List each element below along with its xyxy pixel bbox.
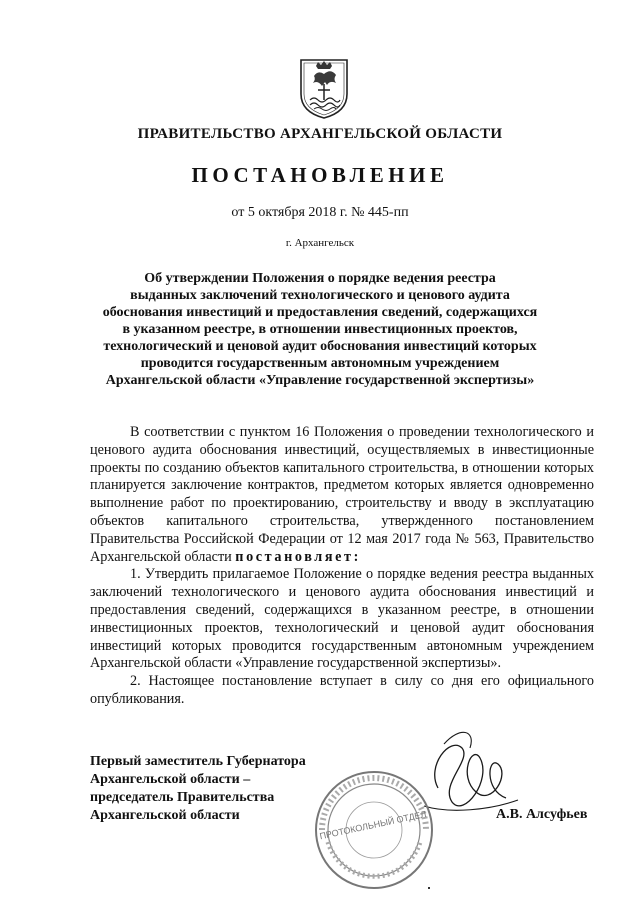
subject-line: проводится государственным автономным учреждением — [140, 356, 500, 371]
item-1-paragraph: 1. Утвердить прилагаемое Положение о порядке ведения реестра выданных заключений технологического и ценового аудита обоснования инвестиций и предоставления сведений, содержащихся в указанном реестре, в отношении инвестиционных проектов, технологический и ценовой аудит обоснования инвестиций которых проводится государственным автономным учреждением Архангельской области «Управление государственной экспертизы». — [90, 566, 594, 672]
item-2-paragraph: 2. Настоящее постановление вступает в силу со дня его официального опубликования. — [90, 673, 594, 707]
signatory-title-line: председатель Правительства — [90, 790, 275, 805]
document-body — [90, 424, 594, 709]
subject-line: технологический и ценовой аудит обоснования инвестиций которых — [103, 339, 537, 354]
subject-line: Об утверждении Положения о порядке ведения реестра — [144, 271, 496, 286]
signatory-name: А.В. Алсуфьев — [496, 807, 588, 822]
signatory-title-line: Архангельской области — [90, 808, 240, 823]
date-and-number: от 5 октября 2018 г. № 445-пп — [231, 205, 409, 220]
city-label: г. Архангельск — [285, 237, 355, 249]
stamp-text: ПРОТОКОЛЬНЫЙ ОТДЕЛ — [318, 808, 428, 842]
scan-speck — [428, 887, 430, 889]
government-title: ПРАВИТЕЛЬСТВО АРХАНГЕЛЬСКОЙ ОБЛАСТИ — [137, 126, 503, 142]
subject-line: в указанном реестре, в отношении инвестиционных проектов, — [122, 322, 518, 337]
signatory-title — [90, 753, 350, 825]
signatory-title-line: Первый заместитель Губернатора — [90, 754, 306, 769]
preamble-text: В соответствии с пунктом 16 Положения о проведении технологического и ценового аудита обоснования инвестиций, осуществляемых в инвестиционные проекты по созданию объектов капитального строительства, в отношении которых планируется заключение контрактов, предметом которых является одновременно выполнение работ по проектированию, строительству и вводу в эксплуатацию объектов капитального строительства, утвержденного постановлением Правительства Российской Федерации от 12 мая 2017 года № 563, Правительство Архангельской области — [90, 424, 594, 565]
coat-of-arms-icon — [298, 56, 350, 120]
preamble-paragraph — [90, 424, 594, 566]
decree-word: постановляет — [235, 548, 354, 565]
subject-line: обоснования инвестиций и предоставления сведений, содержащихся — [102, 305, 538, 320]
subject-line: Архангельской области «Управление государственной экспертизы» — [105, 373, 535, 388]
document-subject — [100, 270, 540, 389]
subject-line: выданных заключений технологического и ценового аудита — [130, 288, 510, 303]
signatory-title-line: Архангельской области – — [90, 772, 251, 787]
decree-colon: : — [353, 548, 359, 565]
document-type-heading: ПОСТАНОВЛЕНИЕ — [191, 163, 449, 187]
